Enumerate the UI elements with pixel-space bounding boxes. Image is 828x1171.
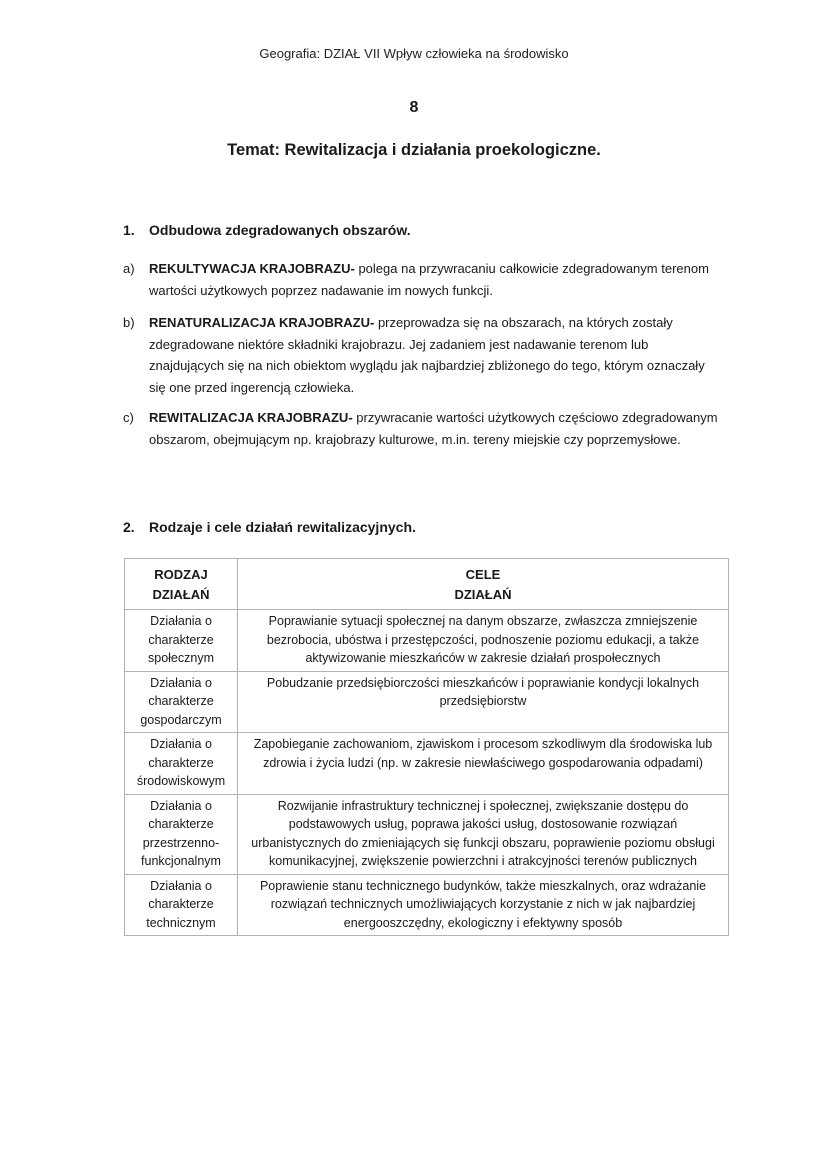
running-header: Geografia: DZIAŁ VII Wpływ człowieka na środowisko — [259, 46, 569, 61]
section-2-number: 2. — [123, 519, 135, 535]
definition-text: polega na przywracaniu całkowicie zdegradowanym terenom wartości użytkowych poprzez nadawanie im nowych funkcji. — [149, 261, 709, 298]
column-header-type — [125, 559, 238, 610]
section-2-title: Rodzaje i cele działań rewitalizacyjnych. — [149, 519, 416, 535]
table-row — [125, 874, 729, 936]
cell-goals: Zapobieganie zachowaniom, zjawiskom i procesom szkodliwym dla środowiska lub zdrowia i życia ludzi (np. w zakresie niewłaściwego gospodarowania odpadami) — [238, 733, 729, 795]
cell-goals: Poprawianie sytuacji społecznej na danym obszarze, zwłaszcza zmniejszenie bezrobocia, ubóstwa i przestępczości, podnoszenie poziomu edukacji, a także aktywizowanie mieszkańców w zakresie działań prospołecznych — [238, 610, 729, 672]
section-1-number: 1. — [123, 222, 135, 238]
header-line: DZIAŁAŃ — [152, 587, 210, 602]
definition-text: przywracanie wartości użytkowych częściowo zdegradowanym obszarom, obejmującym np. krajobrazy kulturowe, m.in. tereny miejskie czy poprzemysłowe. — [149, 410, 718, 447]
definition-text: przeprowadza się na obszarach, na których zostały zdegradowane niektóre składniki krajobrazu. Jej zadaniem jest nadawanie terenom lub znajdujących się na nich obiektom wyglądu jak najbardziej zbliżonego do tego, którym oznaczały się one przed ingerencją człowieka. — [149, 315, 705, 395]
table-row — [125, 610, 729, 672]
page-number: 8 — [409, 99, 419, 116]
cell-type: Działania o charakterze technicznym — [125, 874, 238, 936]
section-1-heading — [123, 222, 411, 238]
table-header-row — [125, 559, 729, 610]
definition-item-b — [123, 312, 723, 398]
section-2-heading — [123, 519, 416, 535]
cell-goals: Poprawienie stanu technicznego budynków, także mieszkalnych, oraz wdrażanie rozwiązań technicznych umożliwiających korzystanie z nich w jak najbardziej energooszczędny, ekologiczny i efektywny sposób — [238, 874, 729, 936]
definition-term: RENATURALIZACJA KRAJOBRAZU- — [149, 315, 375, 330]
cell-goals: Pobudzanie przedsiębiorczości mieszkańców i poprawianie kondycji lokalnych przedsiębiorstw — [238, 671, 729, 733]
cell-goals: Rozwijanie infrastruktury technicznej i społecznej, zwiększanie dostępu do podstawowych usług, poprawa jakości usług, dostosowanie rozwiązań urbanistycznych do zmieniających się funkcji obszaru, poprawienie poziomu obsługi komunikacyjnej, zwiększenie powierzchni i atrakcyjności terenów publicznych — [238, 794, 729, 874]
list-marker: b) — [123, 315, 135, 330]
definition-item-c — [123, 407, 723, 450]
definition-term: REWITALIZACJA KRAJOBRAZU- — [149, 410, 353, 425]
cell-type: Działania o charakterze społecznym — [125, 610, 238, 672]
definition-item-a — [123, 258, 723, 301]
list-marker: c) — [123, 410, 134, 425]
table-row — [125, 794, 729, 874]
list-marker: a) — [123, 261, 135, 276]
cell-type: Działania o charakterze środowiskowym — [125, 733, 238, 795]
cell-type: Działania o charakterze przestrzenno-funkcjonalnym — [125, 794, 238, 874]
definition-term: REKULTYWACJA KRAJOBRAZU- — [149, 261, 355, 276]
table-row — [125, 671, 729, 733]
cell-type: Działania o charakterze gospodarczym — [125, 671, 238, 733]
header-line: CELE — [465, 567, 501, 582]
table-row — [125, 733, 729, 795]
header-line: DZIAŁAŃ — [454, 587, 512, 602]
page-title: Temat: Rewitalizacja i działania proekologiczne. — [227, 141, 601, 159]
column-header-goals — [238, 559, 729, 610]
header-line: RODZAJ — [154, 567, 208, 582]
actions-table — [124, 558, 729, 936]
section-1-title: Odbudowa zdegradowanych obszarów. — [149, 222, 411, 238]
